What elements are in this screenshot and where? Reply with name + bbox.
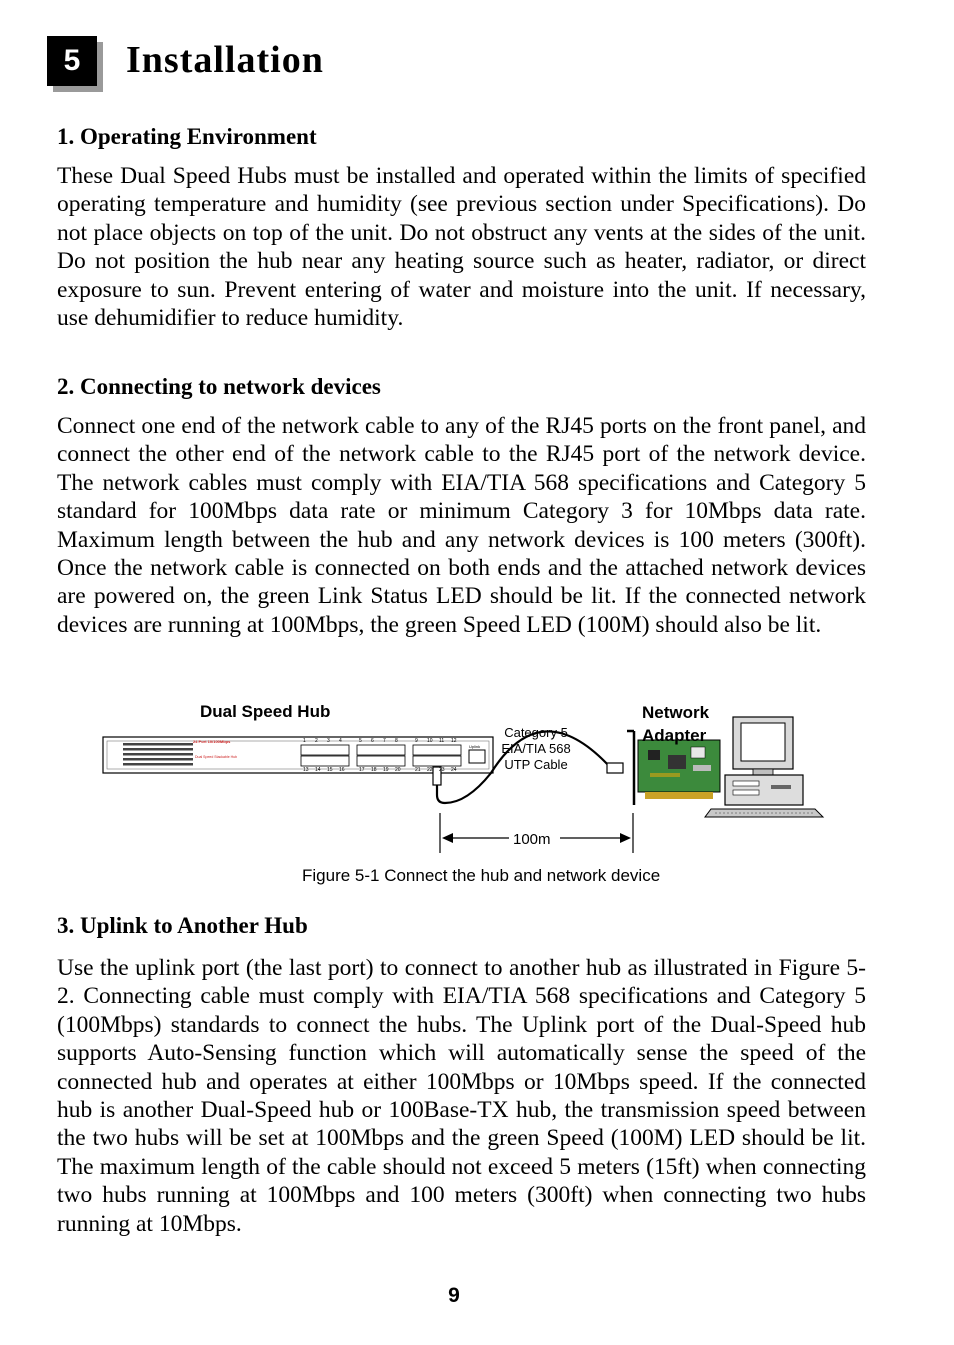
section-body-operating-environment: These Dual Speed Hubs must be installed and operated within the limits of specified operating temperature and humidity (see previous section under Specifications). Do not place objects on top of the unit. Do not obstruct any vents at the sides of the unit. Do not position the hub near any heating source such as heater, radiator, or direct exposure to sun. Prevent entering of water and moisture into the unit. If necessary, use dehumidifier to reduce humidity. <box>57 163 866 332</box>
port-number-label: 18 <box>371 767 377 773</box>
arrow-right <box>620 833 631 843</box>
hub-ports-top <box>301 745 461 755</box>
section-heading-connecting-devices: 2. Connecting to network devices <box>57 374 381 399</box>
port-number-label: 1 <box>303 738 306 744</box>
section-body-connecting-devices: Connect one end of the network cable to any of the RJ45 ports on the front panel, and connect the other end of the network cable to the RJ45 port of the network device. The network cables must comply with EIA/TIA 568 specifications and Category 5 standard for 100Mbps data rate or minimum Category 3 for 10Mbps data rate. Maximum length between the hub and any network devices is 100 meters (300ft). Once the network cable is connected on both ends and the attached network devices are powered on, the green Link Status LED should be lit. If the connected network devices are running at 100Mbps, the green Speed LED (100M) should also be lit. <box>57 413 866 638</box>
port-number-label: 10 <box>427 738 433 744</box>
section-body-uplink: Use the uplink port (the last port) to connect to another hub as illustrated in Figure 5-2. Connecting cable must comply with EIA/TIA 568 specifications and Category 5 (100Mbps) standards to connect the hubs. The Uplink port of the Dual-Speed hub supports Auto-Sensing function which will automatically sense the speed of the connected hub and operates at either 100Mbps or 10Mbps speed. If the connected hub is another Dual-Speed hub or 100Base-TX hub, the transmission speed between the two hubs will be set at 100Mbps and the green Speed (100M) LED should be lit. The maximum length of the cable should not exceed 5 meters (15ft) when connecting two hubs running at 100Mbps and 100 meters (300ft) when connecting two hubs running at 10Mbps. <box>57 955 866 1237</box>
hub-ports-bottom <box>301 756 461 766</box>
port-number-label: 24 <box>451 767 457 773</box>
adapter-label <box>642 701 709 747</box>
chapter-number-box: 5 <box>47 36 97 86</box>
computer-monitor <box>733 717 793 775</box>
figure-caption: Figure 5-1 Connect the hub and network device <box>302 866 661 885</box>
port-number-label: 11 <box>439 738 445 744</box>
uplink-port <box>469 750 485 763</box>
hub-label: Dual Speed Hub <box>200 702 331 721</box>
section-heading-operating-environment: 1. Operating Environment <box>57 124 317 149</box>
port-number-label: 12 <box>451 738 457 744</box>
cable-label <box>493 725 579 773</box>
page-number: 9 <box>448 1284 460 1307</box>
distance-label: 100m <box>513 831 551 848</box>
port-number-label: 8 <box>395 738 398 744</box>
port-number-label: 13 <box>303 767 309 773</box>
port-number-label: 15 <box>327 767 333 773</box>
cable-label-line2: EIA/TIA 568 <box>501 741 571 756</box>
port-number-label: 4 <box>339 738 342 744</box>
port-number-label: 14 <box>315 767 321 773</box>
cable-label-line1: Category 5 <box>504 725 568 740</box>
uplink-text: Uplink <box>469 744 481 749</box>
connection-diagram-drawing <box>95 695 865 895</box>
port-number-label: 19 <box>383 767 389 773</box>
adapter-label-line1: Network <box>642 703 710 722</box>
port-number-label: 17 <box>359 767 365 773</box>
port-number-label: 3 <box>327 738 330 744</box>
port-number-label: 23 <box>439 767 445 773</box>
connection-diagram <box>95 695 865 895</box>
section-heading-uplink: 3. Uplink to Another Hub <box>57 913 308 938</box>
arrow-left <box>442 833 453 843</box>
adapter-plug <box>607 763 623 773</box>
port-number-label: 2 <box>315 738 318 744</box>
port-number-label: 5 <box>359 738 362 744</box>
hub-model-text: 24 Port 10/100Mbps <box>193 739 231 744</box>
port-number-label: 21 <box>415 767 421 773</box>
port-number-label: 20 <box>395 767 401 773</box>
chapter-title: Installation <box>126 39 324 81</box>
computer-system-unit <box>725 775 803 805</box>
port-number-label: 22 <box>427 767 433 773</box>
port-number-label: 9 <box>415 738 418 744</box>
port-number-label: 7 <box>383 738 386 744</box>
adapter-label-line2: Adapter <box>642 726 707 745</box>
hub-brand-text: Dual Speed Stackable Hub <box>195 755 238 759</box>
cable-label-line3: UTP Cable <box>504 757 568 772</box>
port-number-label: 6 <box>371 738 374 744</box>
port-number-label: 16 <box>339 767 345 773</box>
computer-keyboard <box>705 809 823 817</box>
